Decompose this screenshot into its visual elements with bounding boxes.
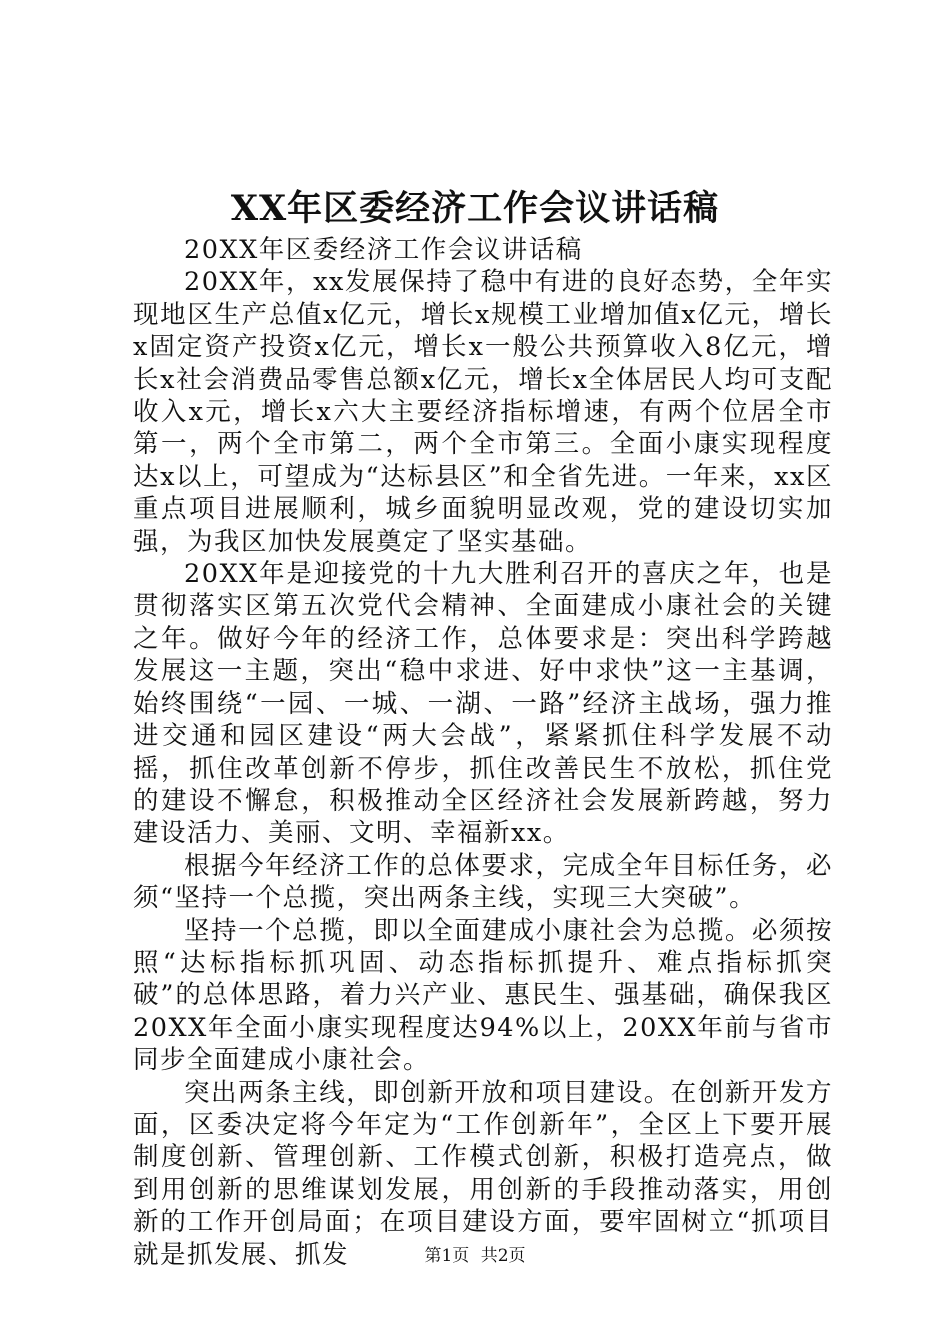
page-number-footer: 第1页 共2页 [424,1246,526,1266]
paragraph: 突出两条主线，即创新开放和项目建设。在创新开发方面，区委决定将今年定为“工作创新年”，全区上下要开展制度创新、管理创新、工作模式创新，积极打造亮点，做到用创新的思维谋划发展，用创新的手段推动落实，用创新的工作开创局面；在项目建设方面，要牢固树立“抓项目就是抓发展、抓发 [133,1077,833,1270]
document-title: XX年区委经济工作会议讲话稿 [230,188,720,229]
document-body [133,234,833,1271]
paragraph: 20XX年是迎接党的十九大胜利召开的喜庆之年，也是贯彻落实区第五次党代会精神、全面建成小康社会的关键之年。做好今年的经济工作，总体要求是：突出科学跨越发展这一主题，突出“稳中求进、好中求快”这一主基调，始终围绕“一园、一城、一湖、一路”经济主战场，强力推进交通和园区建设“两大会战”，紧紧抓住科学发展不动摇，抓住改革创新不停步，抓住改善民生不放松，抓住党的建设不懈怠，积极推动全区经济社会发展新跨越，努力建设活力、美丽、文明、幸福新xx。 [133,559,833,849]
paragraph: 20XX年，xx发展保持了稳中有进的良好态势，全年实现地区生产总值x亿元，增长x规模工业增加值x亿元，增长x固定资产投资x亿元，增长x一般公共预算收入8亿元，增长x社会消费品零售总额x亿元，增长x全体居民人均可支配收入x元，增长x六大主要经济指标增速，有两个位居全市第一，两个全市第二，两个全市第三。全面小康实现程度达x以上，可望成为“达标县区”和全省先进。一年来，xx区重点项目进展顺利，城乡面貌明显改观，党的建设切实加强，为我区加快发展奠定了坚实基础。 [133,267,833,557]
paragraph: 坚持一个总揽，即以全面建成小康社会为总揽。必须按照“达标指标抓巩固、动态指标抓提升、难点指标抓突破”的总体思路，着力兴产业、惠民生、强基础，确保我区20XX年全面小康实现程度达94%以上，20XX年前与省市同步全面建成小康社会。 [133,915,833,1076]
paragraph-subtitle: 20XX年区委经济工作会议讲话稿 [184,235,583,265]
paragraph: 根据今年经济工作的总体要求，完成全年目标任务，必须“坚持一个总揽，突出两条主线，实现三大突破”。 [133,850,833,914]
